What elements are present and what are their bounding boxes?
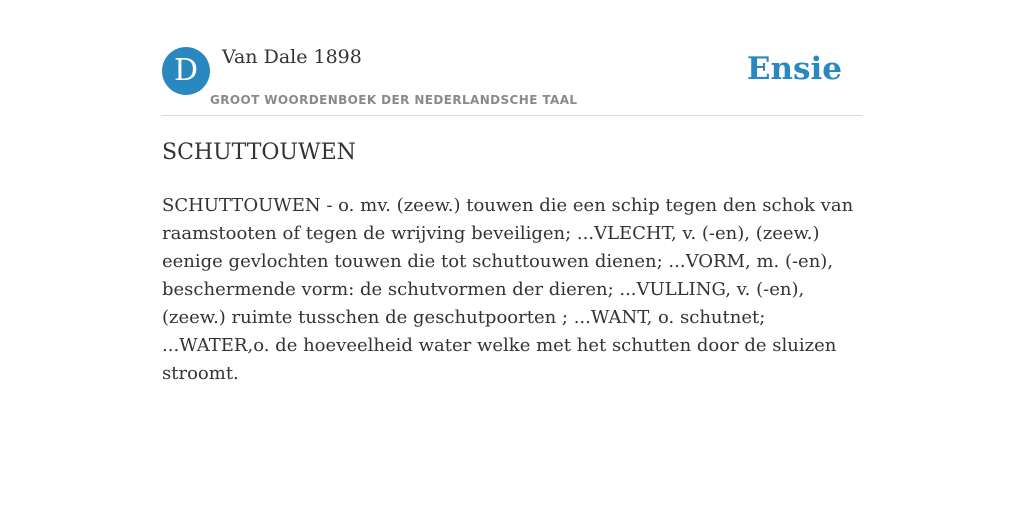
source-subtitle: GROOT WOORDENBOEK DER NEDERLANDSCHE TAAL [210,93,578,107]
definition-text: SCHUTTOUWEN - o. mv. (zeew.) touwen die een schip tegen den schok van raamstooten of tegen de wrijving beveiligen; ...VLECHT, v. (-en), (zeew.) eenige gevlochten touwen die tot schuttouwen dienen; ...VORM, m. (-en), beschermende vorm: de schutvormen der dieren; ...VULLING, v. (-en), (zeew.) ruimte tusschen de geschutpoorten ; ...WANT, o. schutnet; ...WATER,o. de hoeveelheid water welke met het schutten door de sluizen stroomt. [162,195,854,384]
term-heading: SCHUTTOUWEN [162,140,356,165]
header [162,0,862,116]
source-logo[interactable]: D [162,47,210,95]
ensie-logo[interactable]: Ensie [746,51,842,87]
content-container [162,0,862,384]
source-title[interactable]: Van Dale 1898 [222,46,362,68]
